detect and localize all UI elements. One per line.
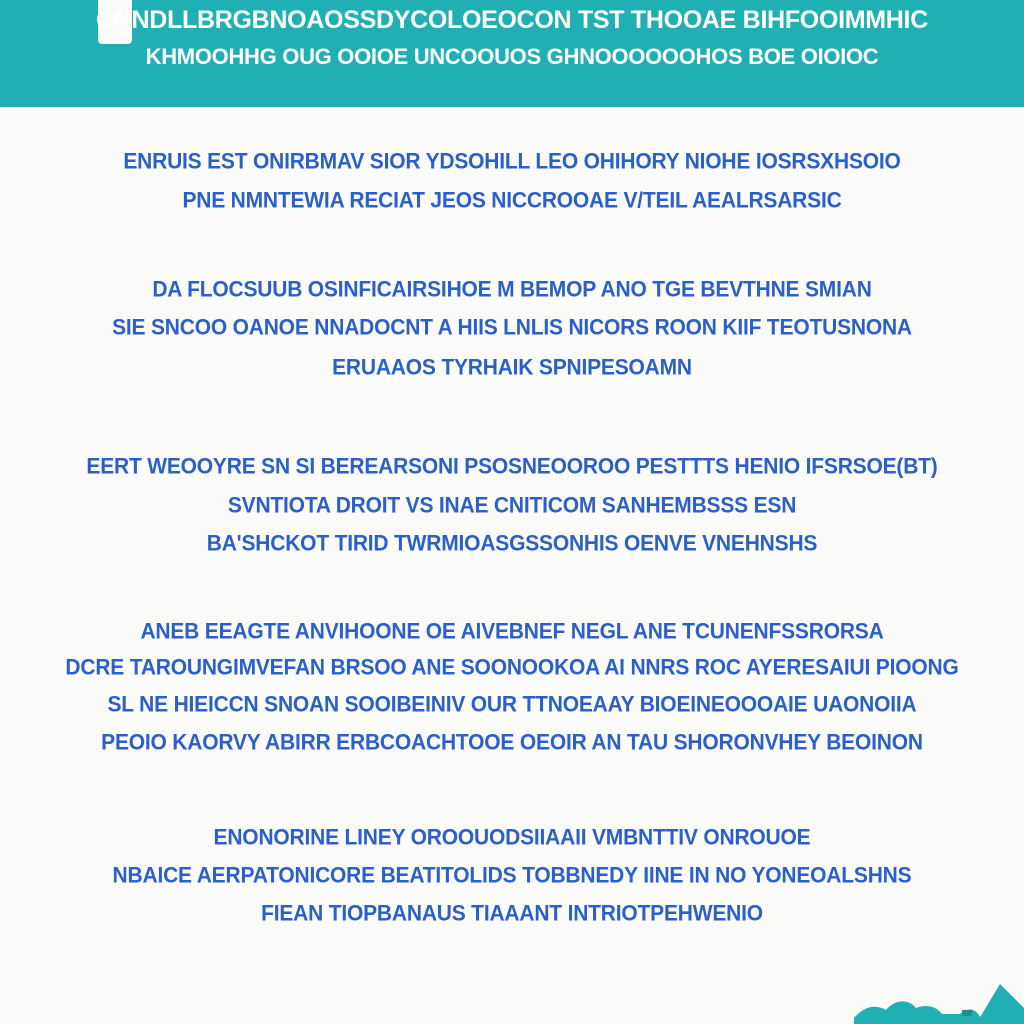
corner-decoration-icon <box>850 980 1024 1024</box>
paragraph-line: NBAICE AERPATONICORE BEATITOLIDS TOBBNEDY IINE IN NO YONEOALSHNS <box>112 863 912 888</box>
paragraph-line: DCRE TAROUNGIMVEFAN BRSOO ANE SOONOOKOA AI NNRS ROC AYERESAIUI PIOONG <box>65 655 959 680</box>
header-banner <box>0 0 1024 107</box>
paragraph-line: PNE NMNTEWIA RECIAT JEOS NICCROOAE V/TEIL AEALRSARSIC <box>182 188 842 213</box>
paragraph-line: FIEAN TIOPBANAUS TIAAANT INTRIOTPEHWENIO <box>261 901 763 926</box>
paragraph-line: BA'SHCKOT TIRID TWRMIOASGSSONHIS OENVE VNEHNSHS <box>206 531 818 556</box>
paragraph-line: SVNTIOTA DROIT VS INAE CNITICOM SANHEMBSSS ESN <box>227 493 797 518</box>
paragraph-line: SIE SNCOO OANOE NNADOCNT A HIIS LNLIS NICORS ROON KIIF TEOTUSNONA <box>112 315 912 340</box>
paragraph-line: ANEB EEAGTE ANVIHOONE OE AIVEBNEF NEGL ANE TCUNENFSSRORSA <box>140 619 884 644</box>
header-title-line-1: CNNDLLBRGBNOAOSSDYCOLOEOCON TST THOOAE BIHFOOIMMHIC <box>96 6 928 34</box>
paragraph-line: DA FLOCSUUB OSINFICAIRSIHOE M BEMOP ANO TGE BEVTHNE SMIAN <box>152 277 872 302</box>
header-title-line-2: KHMOOHHG OUG OOIOE UNCOOUOS GHNOOOOOOHOS BOE OIOIOC <box>145 44 879 69</box>
paragraph-line: SL NE HIEICCN SNOAN SOOIBEINIV OUR TTNOEAAY BIOEINEOOOAIE UAONOIIA <box>107 692 917 717</box>
paragraph-line: ENRUIS EST ONIRBMAV SIOR YDSOHILL LEO OHIHORY NIOHE IOSRSXHSOIO <box>123 149 901 174</box>
paragraph-line: PEOIO KAORVY ABIRR ERBCOACHTOOE OEOIR AN TAU SHORONVHEY BEOINON <box>101 730 923 755</box>
paragraph-line: EERT WEOOYRE SN SI BEREARSONI PSOSNEOOROO PESTTTS HENIO IFSRSOE(BT) <box>86 454 938 479</box>
paragraph-line: ERUAAOS TYRHAIK SPNIPESOAMN <box>332 355 692 380</box>
paragraph-line: ENONORINE LINEY OROOUODSIIAAII VMBNTTIV ONROUOE <box>213 825 811 850</box>
